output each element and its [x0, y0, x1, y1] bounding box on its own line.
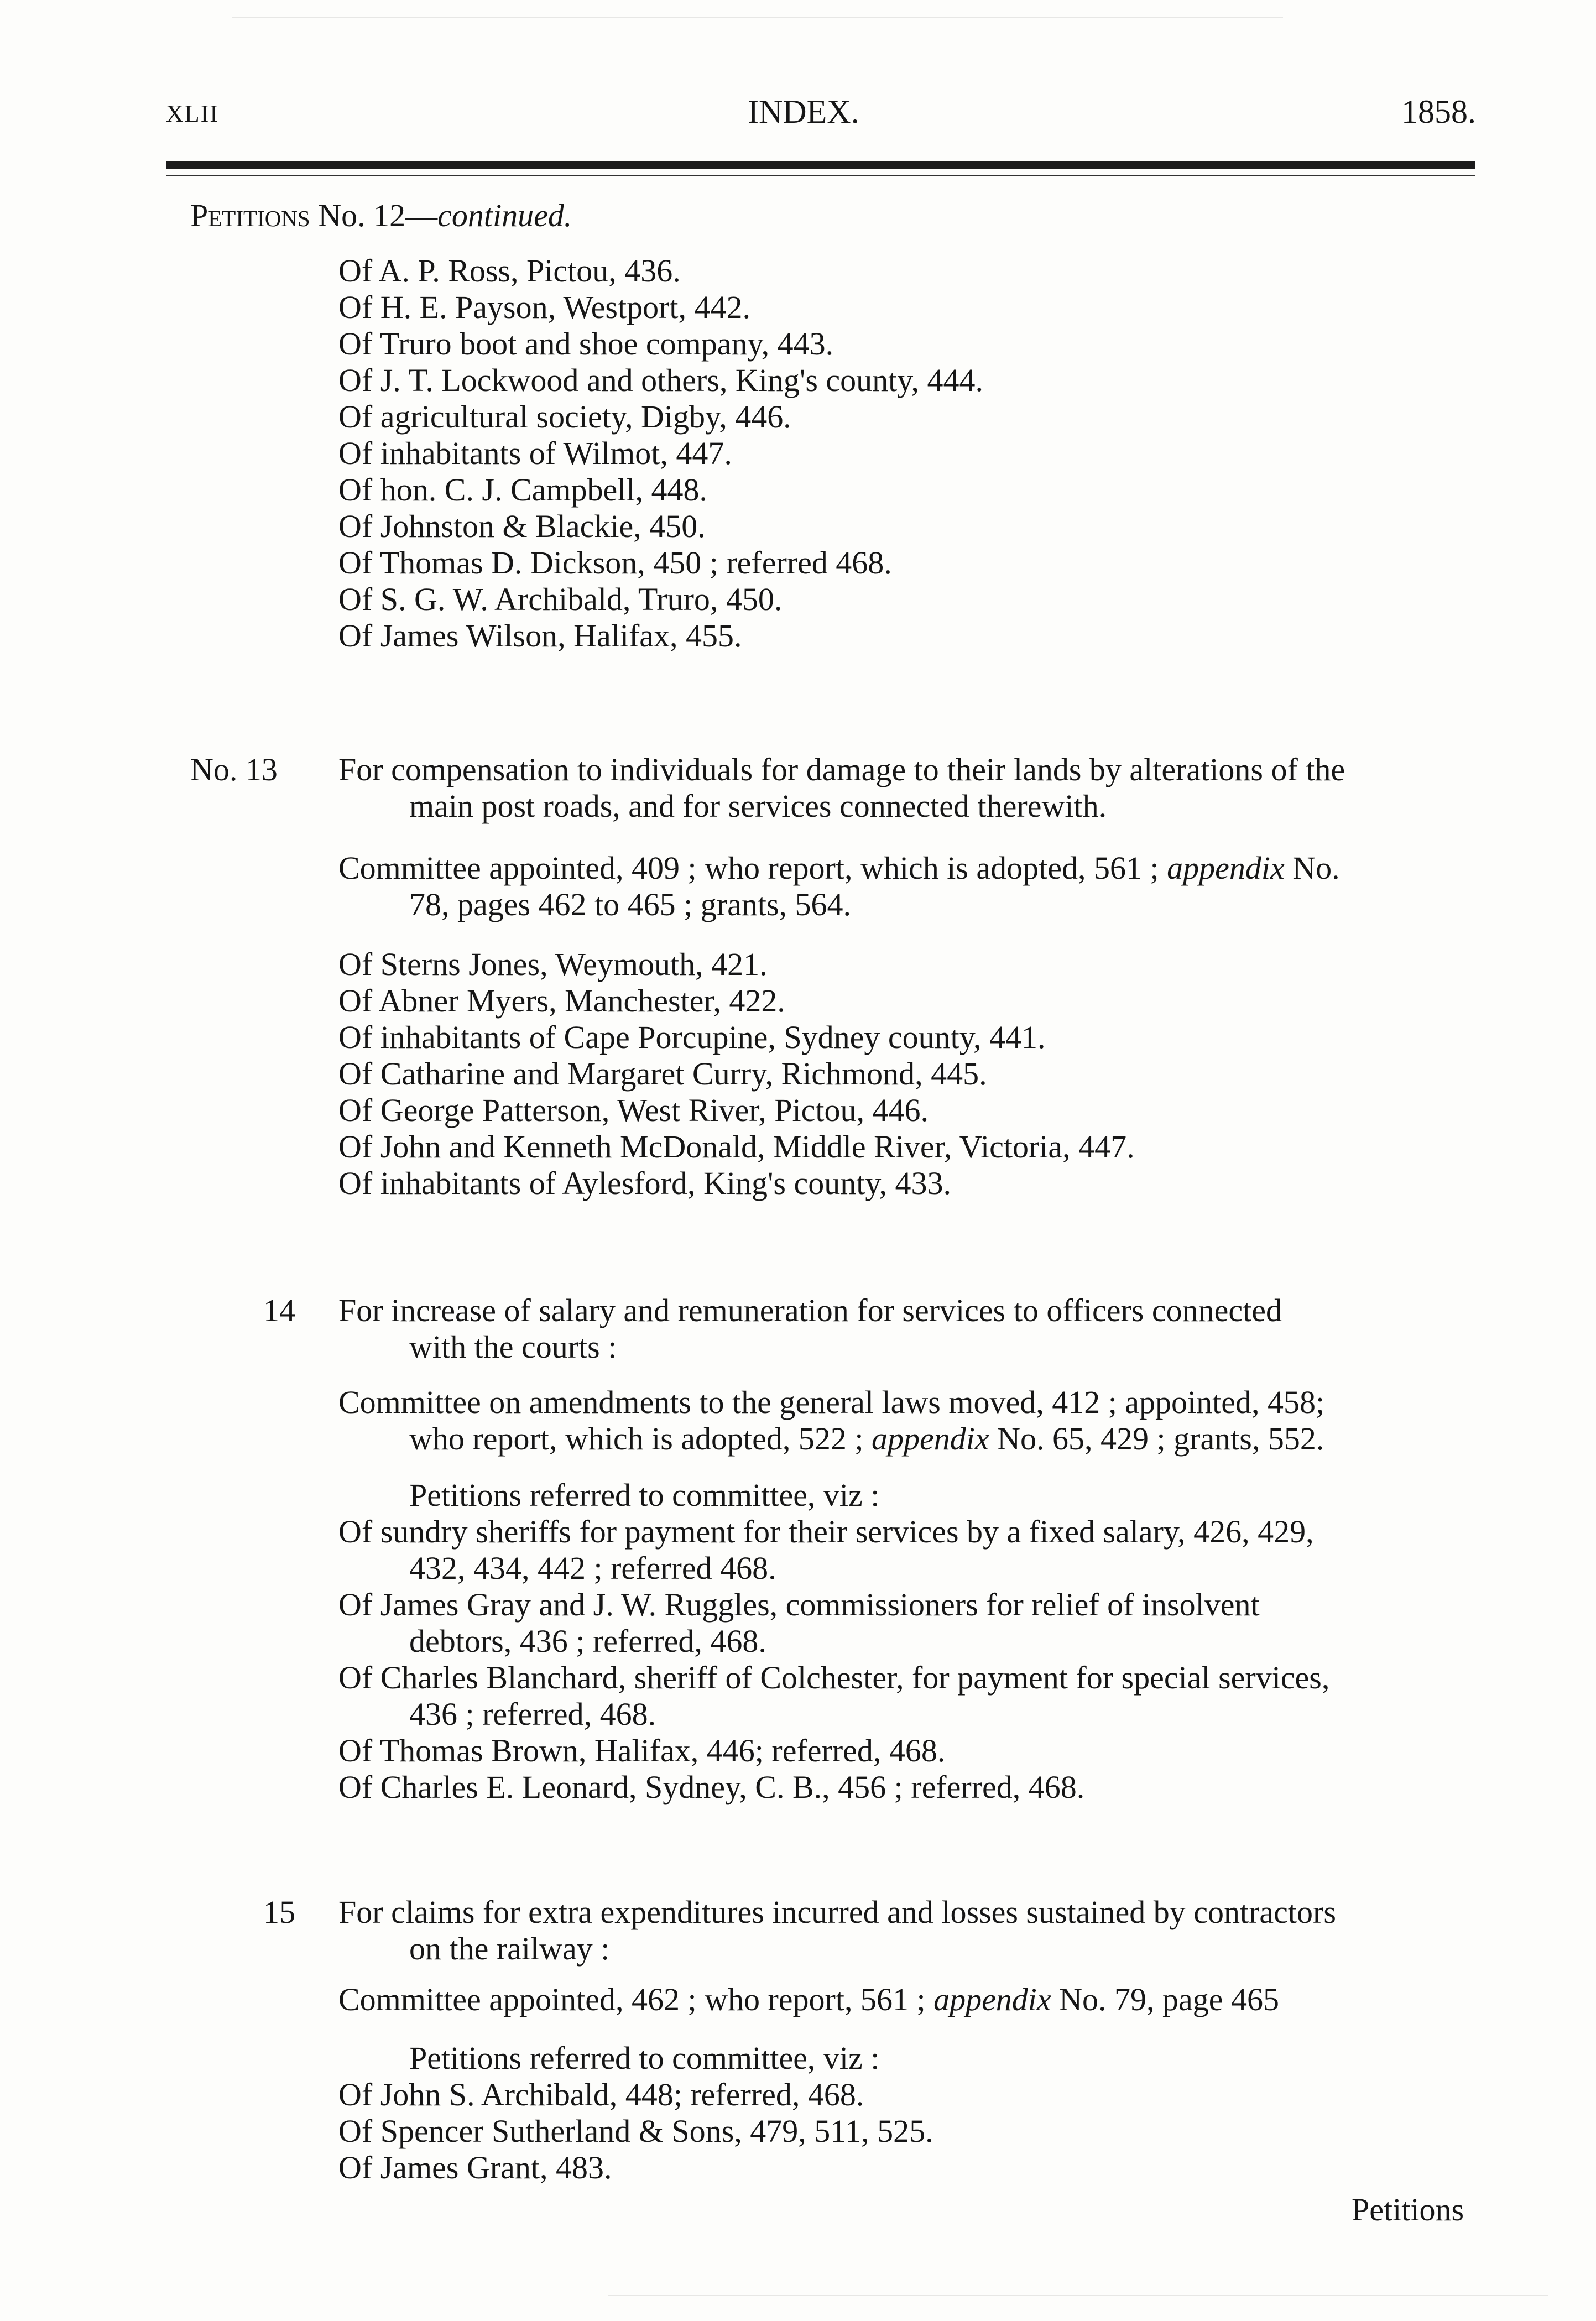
section-title-line: For increase of salary and remuneration for services to officers connected [338, 1292, 1282, 1328]
continued-word: continued. [437, 197, 572, 233]
appendix-word: appendix [1167, 850, 1285, 886]
continued-heading [190, 197, 572, 234]
list-item: Of John and Kenneth McDonald, Middle River, Victoria, 447. [338, 1129, 1135, 1165]
referred-heading: Petitions referred to committee, viz : [409, 2040, 880, 2076]
list-item: Of George Patterson, West River, Pictou, 446. [338, 1092, 929, 1128]
continued-number: No. 12— [318, 197, 438, 233]
list-item: Of Abner Myers, Manchester, 422. [338, 983, 785, 1019]
list-item: Of inhabitants of Aylesford, King's county, 433. [338, 1165, 952, 1201]
petitions-label: Petitions [190, 197, 310, 233]
section-number-13: No. 13 [190, 752, 278, 787]
section-title-line: main post roads, and for services connected therewith. [409, 788, 1107, 824]
referred-heading: Petitions referred to committee, viz : [409, 1477, 880, 1513]
list-item: Of Spencer Sutherland & Sons, 479, 511, 525. [338, 2113, 933, 2149]
list-item: Of S. G. W. Archibald, Truro, 450. [338, 581, 783, 617]
list-item: Of Thomas D. Dickson, 450 ; referred 468. [338, 545, 892, 581]
section-number-14: 14 [263, 1292, 295, 1328]
committee-line [338, 849, 1340, 886]
section-title-line: on the railway : [409, 1931, 610, 1967]
section-title-line: For compensation to individuals for damage to their lands by alterations of the [338, 752, 1345, 787]
committee-text: Committee appointed, 462 ; who report, 561 ; [338, 1981, 934, 2017]
header-rule-thick [166, 161, 1475, 169]
list-item: Of agricultural society, Digby, 446. [338, 399, 791, 435]
header-rule-thin [166, 175, 1475, 176]
list-item: Of Truro boot and shoe company, 443. [338, 326, 834, 362]
committee-line [338, 1981, 1279, 2018]
running-title: INDEX. [748, 93, 859, 130]
list-item: Of A. P. Ross, Pictou, 436. [338, 253, 681, 289]
list-item: Of hon. C. J. Campbell, 448. [338, 472, 707, 508]
committee-text: who report, which is adopted, 522 ; [409, 1421, 872, 1457]
list-item: Of inhabitants of Cape Porcupine, Sydney county, 441. [338, 1019, 1046, 1055]
list-item: Of H. E. Payson, Westport, 442. [338, 289, 750, 325]
scan-noise [608, 2295, 1548, 2296]
list-item: Of James Wilson, Halifax, 455. [338, 618, 742, 654]
committee-text: No. [1284, 850, 1340, 886]
section-title-line: For claims for extra expenditures incurred and losses sustained by contractors [338, 1894, 1336, 1930]
running-year: 1858. [1401, 93, 1476, 130]
list-item: Of Catharine and Margaret Curry, Richmond, 445. [338, 1056, 987, 1092]
list-item-cont: debtors, 436 ; referred, 468. [409, 1623, 766, 1659]
page-number-roman: XLII [166, 100, 219, 127]
list-item: Of Thomas Brown, Halifax, 446; referred, 468. [338, 1733, 946, 1769]
catchword: Petitions [1352, 2192, 1464, 2228]
committee-text: No. 79, page 465 [1051, 1981, 1280, 2017]
section-title-line: with the courts : [409, 1329, 617, 1365]
list-item: Of Charles Blanchard, sheriff of Colchester, for payment for special services, [338, 1660, 1330, 1696]
list-item-cont: 432, 434, 442 ; referred 468. [409, 1550, 776, 1586]
appendix-word: appendix [933, 1981, 1051, 2017]
list-item: Of Charles E. Leonard, Sydney, C. B., 456 ; referred, 468. [338, 1769, 1085, 1805]
list-item: Of Sterns Jones, Weymouth, 421. [338, 946, 768, 982]
committee-line [409, 1420, 1324, 1457]
committee-line: Committee on amendments to the general laws moved, 412 ; appointed, 458; [338, 1384, 1325, 1420]
list-item: Of James Gray and J. W. Ruggles, commissioners for relief of insolvent [338, 1587, 1260, 1623]
list-item: Of J. T. Lockwood and others, King's county, 444. [338, 362, 984, 398]
scan-noise [232, 17, 1283, 18]
list-item: Of sundry sheriffs for payment for their services by a fixed salary, 426, 429, [338, 1514, 1314, 1550]
committee-text: Committee appointed, 409 ; who report, which is adopted, 561 ; [338, 850, 1167, 886]
list-item: Of James Grant, 483. [338, 2150, 612, 2186]
list-item: Of Johnston & Blackie, 450. [338, 508, 706, 544]
appendix-word: appendix [872, 1421, 989, 1457]
committee-line: 78, pages 462 to 465 ; grants, 564. [409, 886, 852, 922]
list-item: Of John S. Archibald, 448; referred, 468. [338, 2077, 864, 2113]
section-number-15: 15 [263, 1894, 295, 1930]
committee-text: No. 65, 429 ; grants, 552. [989, 1421, 1324, 1457]
list-item-cont: 436 ; referred, 468. [409, 1696, 656, 1732]
list-item: Of inhabitants of Wilmot, 447. [338, 435, 732, 471]
